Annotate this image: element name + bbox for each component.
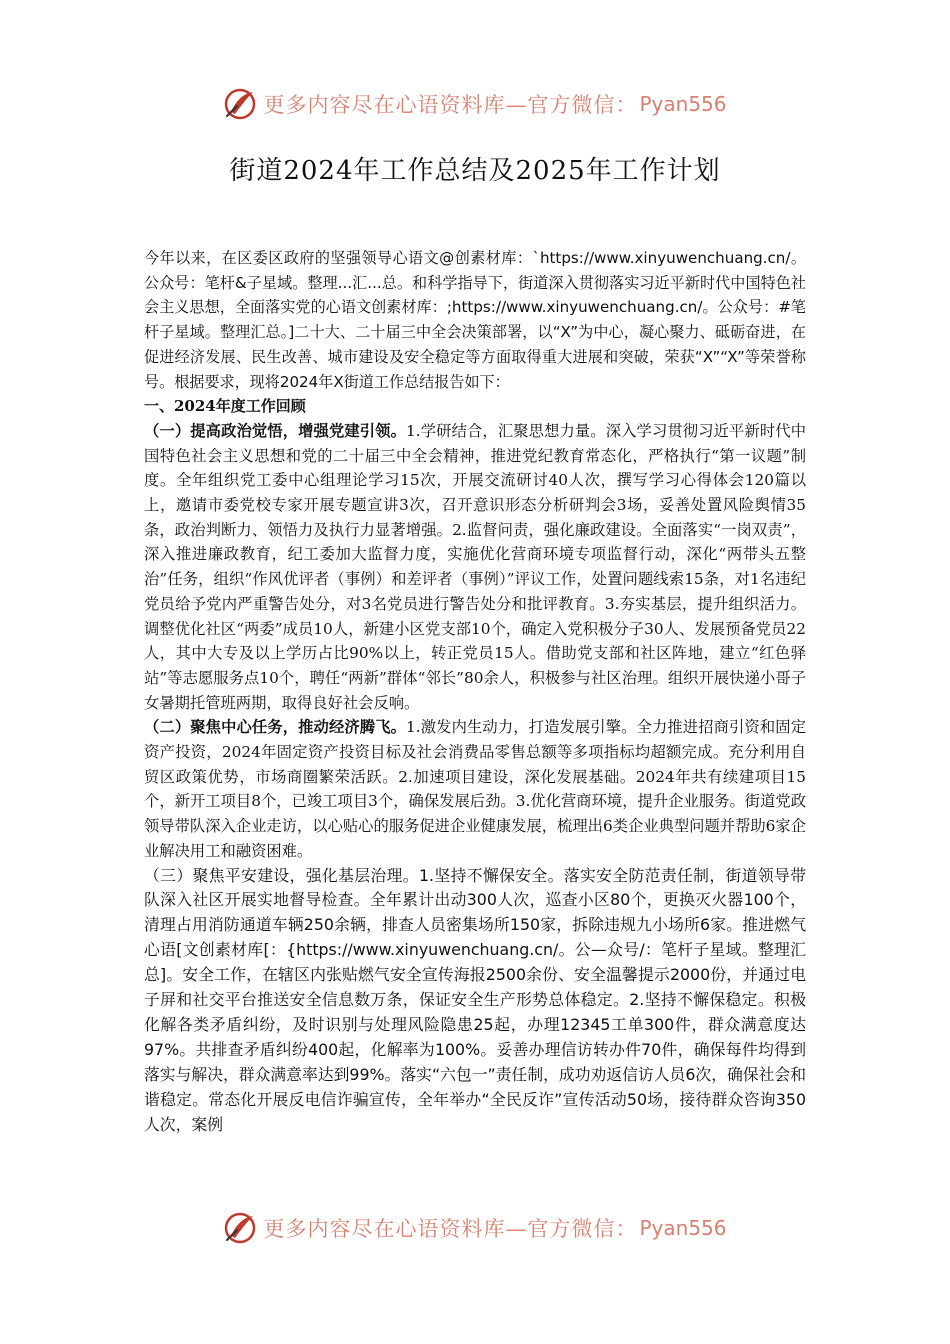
paragraph-party-building <box>144 419 806 715</box>
paragraph-economy <box>144 715 806 863</box>
banner-wechat-id: Pyan556 <box>639 92 727 116</box>
banner-text: 更多内容尽在心语资料库—官方微信： <box>263 1217 638 1241</box>
logo-icon <box>223 1210 259 1246</box>
document-body <box>144 246 806 1138</box>
banner-text: 更多内容尽在心语资料库—官方微信： <box>263 93 638 117</box>
paragraph-safety: （三）聚焦平安建设，强化基层治理。1.坚持不懈保安全。落实安全防范责任制，街道领导带队深入社区开展实地督导检查。全年累计出动300人次，巡查小区80个，更换灭火器100个，清理占用消防通道车辆250余辆，排查人员密集场所150家，拆除违规九小场所6家。推进燃气心语[文创素材库[：{https://www.xinyuwenchuang.cn/。公—众号/：笔杆子星域。整理汇总]。安全工作，在辖区内张贴燃气安全宣传海报2500余份、安全温馨提示2000份，并通过电子屏和社交平台推送安全信息数万条，保证安全生产形势总体稳定。2.坚持不懈保稳定。积极化解各类矛盾纠纷，及时识别与处理风险隐患25起，办理12345工单300件，群众满意度达97%。共排查矛盾纠纷400起，化解率为100%。妥善办理信访转办件70件，确保每件均得到落实与解决，群众满意率达到99%。落实“六包一”责任制，成功劝返信访人员6次，确保社会和谐稳定。常态化开展反电信诈骗宣传，全年举办“全民反诈”宣传活动50场，接待群众咨询350人次，案例 <box>144 865 806 1134</box>
header-watermark-banner <box>0 82 950 126</box>
paragraph-body: 1.激发内生动力，打造发展引擎。全力推进招商引资和固定资产投资，2024年固定资产投资目标及社会消费品零售总额等多项指标均超额完成。充分利用自贸区政策优势，市场商圈繁荣活跃。2.加速项目建设，深化发展基础。2024年共有续建项目15个，新开工项目8个，已竣工项目3个，确保发展后劲。3.优化营商环境，提升企业服务。街道党政领导带队深入企业走访，以心贴心的服务促进企业健康发展，梳理出6类企业典型问题并帮助6家企业解决用工和融资困难。 <box>144 718 806 860</box>
banner-wechat-id: Pyan556 <box>639 1216 727 1240</box>
document-title: 街道2024年工作总结及2025年工作计划 <box>229 156 721 186</box>
paragraph-body: 1.学研结合，汇聚思想力量。深入学习贯彻习近平新时代中国特色社会主义思想和党的二十届三中全会精神，推进党纪教育常态化，严格执行“第一议题”制度。全年组织党工委中心组理论学习15次，开展交流研讨40人次，撰写学习心得体会120篇以上，邀请市委党校专家开展专题宣讲3次，召开意识形态分析研判会3场，妥善处置风险舆情35条，政治判断力、领悟力及执行力显著增强。2.监督问责，强化廉政建设。全面落实“一岗双责”，深入推进廉政教育，纪工委加大监督力度，实施优化营商环境专项监督行动，深化“两带头五整治”任务，组织“作风优评者（事例）和差评者（事例）”评议工作，处置问题线索15条，对1名违纪党员给予党内严重警告处分，对3名党员进行警告处分和批评教育。3.夯实基层，提升组织活力。调整优化社区“两委”成员10人，新建小区党支部10个，确定入党积极分子30人、发展预备党员22人，其中大专及以上学历占比90%以上，转正党员15人。借助党支部和社区阵地，建立“红色驿站”等志愿服务点10个，聘任“两新”群体“邻长”80余人，积极参与社区治理。组织开展快递小哥子女暑期托管班两期，取得良好社会反响。 <box>144 421 806 712</box>
logo-icon <box>223 86 259 122</box>
footer-watermark-banner <box>0 1206 950 1250</box>
paragraph-lead: （二）聚焦中心任务，推动经济腾飞。 <box>144 718 407 737</box>
paragraph-lead: （一）提高政治觉悟，增强党建引领。 <box>144 421 407 440</box>
section-heading: 一、2024年度工作回顾 <box>144 397 306 416</box>
intro-paragraph: 今年以来，在区委区政府的坚强领导心语文@创素材库：`https://www.xinyuwenchuang.cn/。公众号：笔杆&子星域。整理...汇...总。和科学指导下，街道深入贯彻落实习近平新时代中国特色社会主义思想，全面落实党的心语文创素材库：;https://www.xinyuwenchuang.cn/。公众号：#笔杆子星域。整理汇总。]二十大、二十届三中全会决策部署，以“X”为中心，凝心聚力、砥砺奋进，在促进经济发展、民生改善、城市建设及安全稳定等方面取得重大进展和突破，荣获“X”“X”等荣誉称号。根据要求，现将2024年X街道工作总结报告如下： <box>144 249 806 391</box>
